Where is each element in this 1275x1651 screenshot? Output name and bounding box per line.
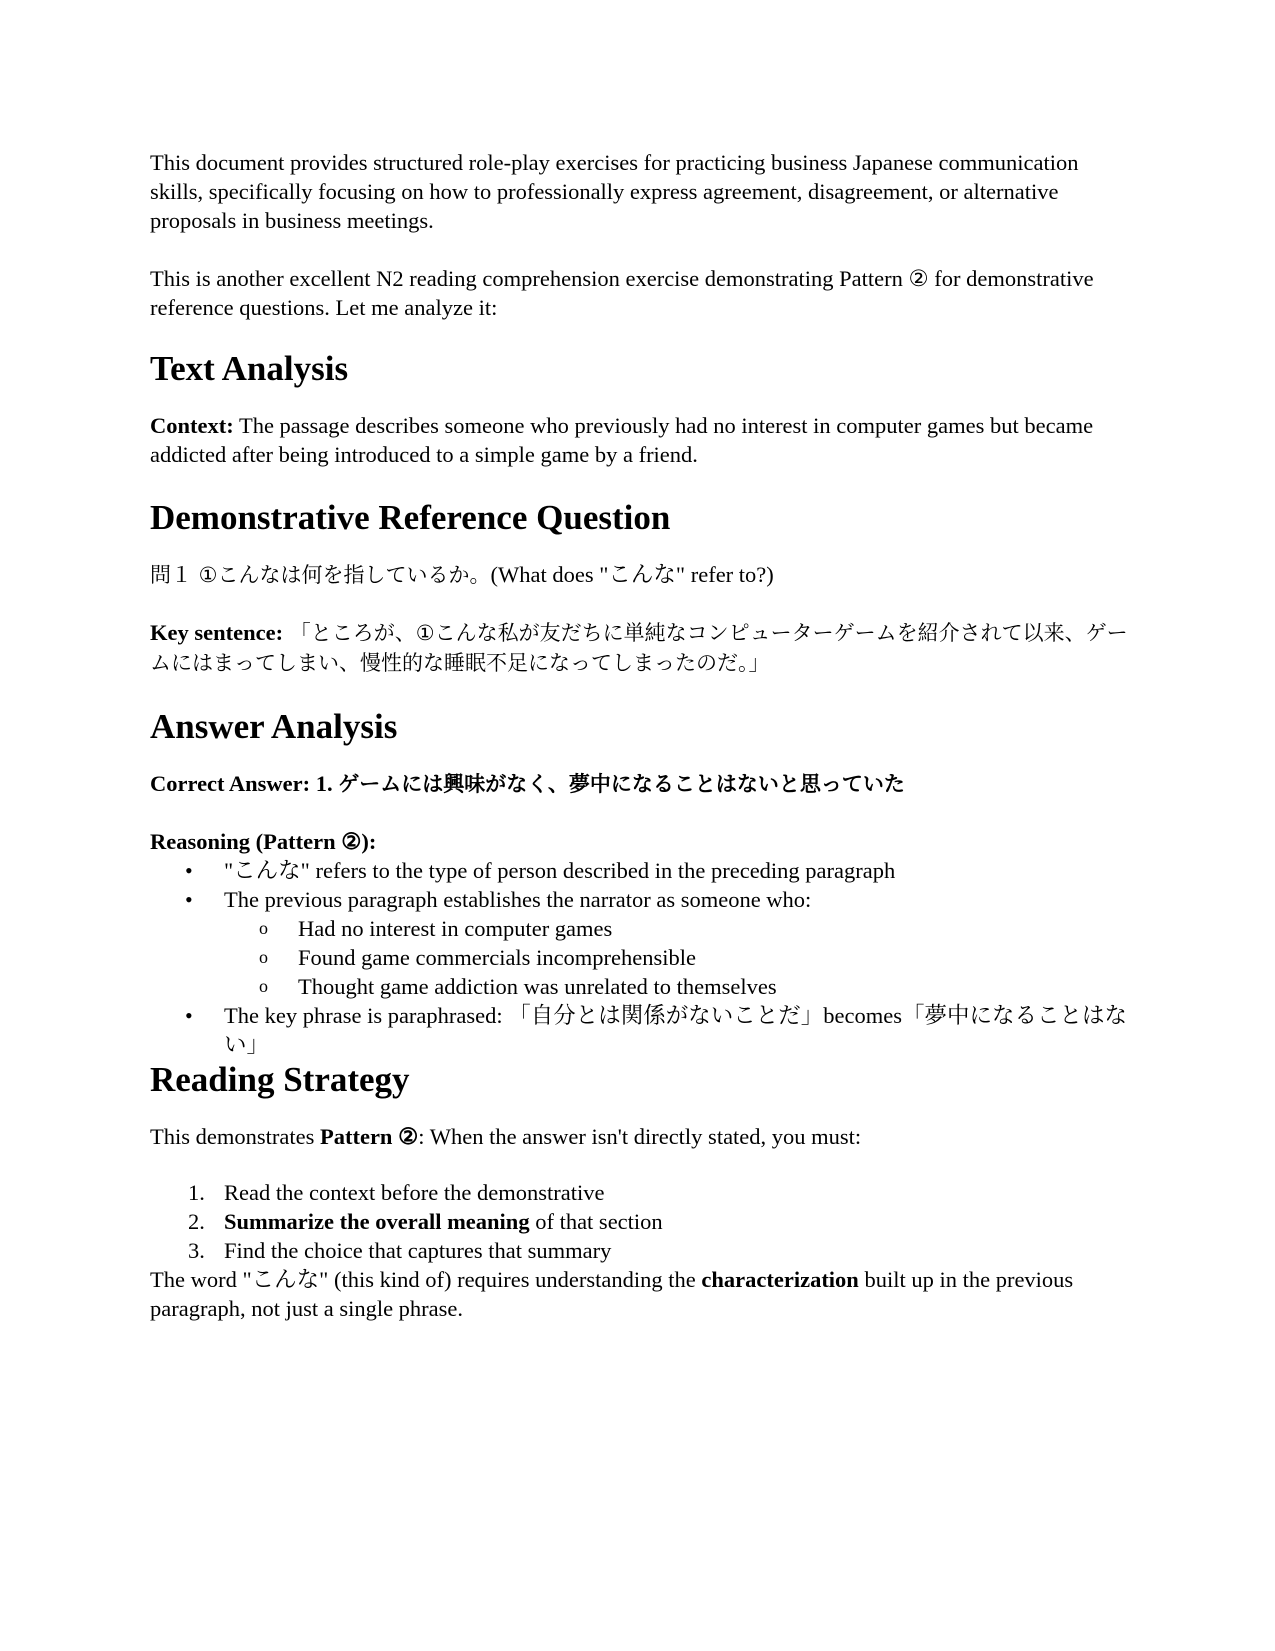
step-number: 2. (188, 1209, 205, 1234)
strategy-intro: This demonstrates Pattern ②: When the answer isn't directly stated, you must: (150, 1124, 862, 1149)
sub-bullet-text: Thought game addiction was unrelated to themselves (298, 974, 777, 999)
bullet-text: "こんな" refers to the type of person described in the preceding paragraph (224, 858, 896, 883)
heading-text-analysis: Text Analysis (150, 349, 349, 388)
list-item (150, 856, 1135, 885)
sub-bullet-list (224, 914, 1135, 1001)
heading-answer-analysis: Answer Analysis (150, 707, 398, 746)
sub-bullet-text: Had no interest in computer games (298, 916, 613, 941)
step-number: 3. (188, 1238, 205, 1263)
list-item: 1. Read the context before the demonstrative (188, 1180, 605, 1205)
sub-bullet-marker: o (259, 947, 268, 967)
strategy-steps-list (150, 1178, 1135, 1265)
bullet-marker: • (185, 1003, 193, 1028)
context-paragraph (150, 411, 1135, 469)
context-text: The passage describes someone who previously had no interest in computer games but became addicted after being introduced to a simple game by a friend. (150, 413, 1094, 467)
closing-paragraph: The word "こんな" (this kind of) requires understanding the characterization built up in the previous paragraph, not just a single phrase. (150, 1267, 1074, 1321)
sub-bullet-marker: o (259, 976, 268, 996)
intro-paragraph-1: This document provides structured role-play exercises for practicing business Japanese communication skills, specifically focusing on how to professionally express agreement, disagreement, or alternative proposals in business meetings. (150, 150, 1079, 233)
key-sentence-text: 「ところが、①こんな私が友だちに単純なコンピューターゲームを紹介されて以来、ゲームにはまってしまい、慢性的な睡眠不足になってしまったのだ。」 (150, 621, 1128, 675)
pattern-label: Pattern ② (319, 1124, 419, 1149)
heading-demonstrative-question: Demonstrative Reference Question (150, 498, 671, 537)
sub-bullet-marker: o (259, 918, 268, 938)
characterization-term: characterization (701, 1267, 859, 1292)
question-line (150, 560, 1135, 590)
heading-reading-strategy: Reading Strategy (150, 1060, 410, 1099)
key-sentence-label: Key sentence: (150, 620, 284, 645)
list-item: 3. Find the choice that captures that summary (188, 1238, 612, 1263)
bullet-marker: • (185, 858, 193, 883)
correct-answer-label: Correct Answer: 1. (150, 771, 339, 796)
key-sentence-paragraph (150, 618, 1135, 678)
list-item (224, 943, 1135, 972)
intro-paragraph-2: This is another excellent N2 reading comprehension exercise demonstrating Pattern ② for demonstrative reference questions. Let me analyze it: (150, 266, 1094, 320)
list-item (224, 972, 1135, 1001)
bullet-text: The key phrase is paraphrased: 「自分とは関係がないことだ」becomes「夢中になることはない」 (224, 1003, 1127, 1057)
list-item: 2. Summarize the overall meaning of that section (188, 1209, 663, 1234)
reasoning-label: Reasoning (Pattern ②): (150, 829, 377, 854)
question-english: (What does "こんな" refer to?) (490, 562, 774, 587)
sub-bullet-text: Found game commercials incomprehensible (298, 945, 697, 970)
step-number: 1. (188, 1180, 205, 1205)
bullet-marker: • (185, 887, 193, 912)
list-item (224, 914, 1135, 943)
question-japanese: 問１ ①こんなは何を指しているか。 (150, 563, 491, 587)
list-item (150, 1001, 1135, 1059)
correct-answer-line (150, 769, 1135, 799)
list-item (150, 885, 1135, 1001)
bullet-text: The previous paragraph establishes the narrator as someone who: (224, 887, 812, 912)
correct-answer-text: ゲームには興味がなく、夢中になることはないと思っていた (338, 772, 905, 796)
document-page (150, 148, 1135, 1323)
context-label: Context: (150, 413, 234, 438)
reasoning-bullet-list (150, 856, 1135, 1059)
